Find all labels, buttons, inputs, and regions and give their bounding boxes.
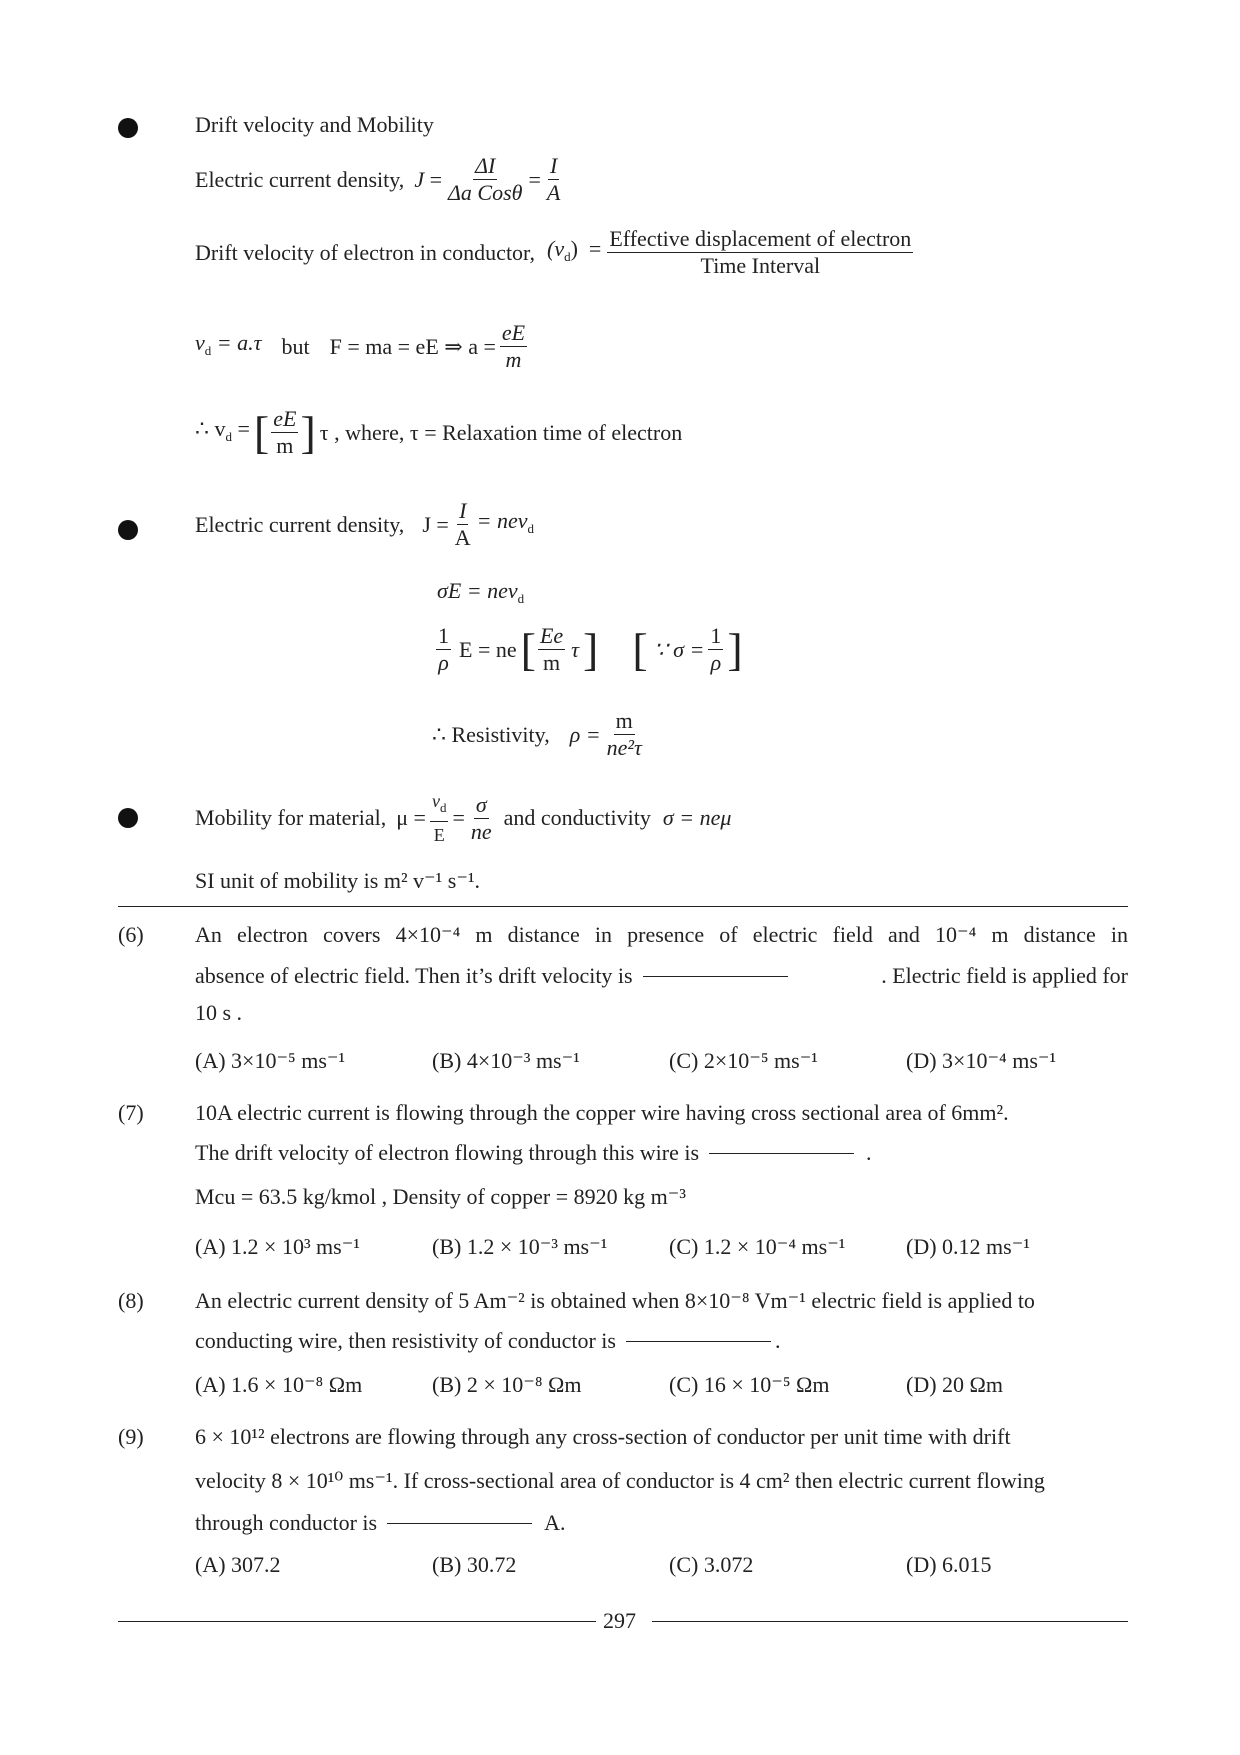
relaxation-time-text: τ , where, τ = Relaxation time of electron bbox=[319, 419, 683, 445]
footer-rule-left bbox=[118, 1621, 596, 1622]
si-unit-text: SI unit of mobility is m² v⁻¹ s⁻¹. bbox=[195, 868, 481, 893]
option-a[interactable]: (A) 3×10⁻⁵ ms⁻¹ bbox=[195, 1048, 346, 1073]
vd-acceleration-formula: $v_d = a.\tau$ but F = ma = eE ⇒ a = $\frac{eE}{m}$ bbox=[195, 320, 526, 372]
mobility-formula: Mobility for material, μ = $\frac{v_d}{E}$ = $\frac{\sigma}{ne}$ and conductivity σ = neμ bbox=[195, 791, 732, 845]
fraction-I-A: $\frac{I}{A}$ bbox=[546, 153, 561, 205]
bullet-icon bbox=[118, 808, 138, 828]
option-b[interactable]: (B) 4×10⁻³ ms⁻¹ bbox=[432, 1048, 580, 1073]
option-d[interactable]: (D) 3×10⁻⁴ ms⁻¹ bbox=[906, 1048, 1057, 1073]
drift-velocity-formula: Drift velocity of electron in conductor, $(v_d)$ = $\frac{\text{Effective displacement of electron}}{\text{Time Interval}}$ bbox=[195, 226, 912, 278]
question-text-line: Mcu = 63.5 kg/kmol , Density of copper = 8920 kg m⁻³ bbox=[195, 1184, 686, 1209]
answer-blank bbox=[626, 1341, 771, 1342]
question-text-line: 10A electric current is flowing through the copper wire having cross sectional area of 6mm². bbox=[195, 1100, 1009, 1125]
sigma-e-formula: σE = nev$_d$ bbox=[437, 578, 525, 606]
question-number: (6) bbox=[118, 922, 144, 947]
option-a[interactable]: (A) 1.6 × 10⁻⁸ Ωm bbox=[195, 1372, 363, 1397]
question-text-line: An electron covers 4×10⁻⁴ m distance in presence of electric field and 10⁻⁴ m distance in bbox=[195, 922, 1128, 947]
fraction-eE-m: $\frac{eE}{m}$ bbox=[501, 320, 526, 372]
option-c[interactable]: (C) 3.072 bbox=[669, 1552, 754, 1577]
bullet-icon bbox=[118, 520, 138, 540]
question-text-line: absence of electric field. Then it’s drift velocity is . Electric field is applied for bbox=[195, 963, 1128, 988]
option-a[interactable]: (A) 307.2 bbox=[195, 1552, 281, 1577]
option-b[interactable]: (B) 1.2 × 10⁻³ ms⁻¹ bbox=[432, 1234, 608, 1259]
option-b[interactable]: (B) 30.72 bbox=[432, 1552, 517, 1577]
current-density-formula: Electric current density, J = $\frac{\Delta I}{\text{Δa Cosθ}}$ = $\frac{I}{A}$ bbox=[195, 153, 561, 205]
option-c[interactable]: (C) 2×10⁻⁵ ms⁻¹ bbox=[669, 1048, 818, 1073]
section-title: Drift velocity and Mobility bbox=[195, 112, 434, 137]
resistivity-formula: ∴ Resistivity, ρ = $\frac{m}{\text{ne²τ}}$ bbox=[432, 708, 642, 760]
page-number: 297 bbox=[603, 1608, 636, 1633]
question-number: (8) bbox=[118, 1288, 144, 1313]
answer-blank bbox=[387, 1523, 532, 1524]
footer-rule-right bbox=[652, 1621, 1128, 1622]
J-symbol: J bbox=[414, 166, 425, 192]
question-text-line: through conductor is A. bbox=[195, 1510, 566, 1535]
option-c[interactable]: (C) 16 × 10⁻⁵ Ωm bbox=[669, 1372, 830, 1397]
question-text-line: 10 s . bbox=[195, 1000, 243, 1025]
fraction-dI-da: $\frac{\Delta I}{\text{Δa Cosθ}}$ bbox=[448, 153, 523, 205]
section-divider bbox=[118, 906, 1128, 907]
question-text-line: 6 × 10¹² electrons are flowing through any cross-section of conductor per unit time with drift bbox=[195, 1424, 1011, 1449]
bullet-icon bbox=[118, 118, 138, 138]
option-d[interactable]: (D) 0.12 ms⁻¹ bbox=[906, 1234, 1030, 1259]
option-d[interactable]: (D) 20 Ωm bbox=[906, 1372, 1004, 1397]
vd-relaxation-formula: ∴ $v_d$ = [ $\frac{eE}{m}$ ] τ , where, τ = Relaxation time of electron bbox=[195, 406, 683, 458]
question-number: (9) bbox=[118, 1424, 144, 1449]
question-number: (7) bbox=[118, 1100, 144, 1125]
option-c[interactable]: (C) 1.2 × 10⁻⁴ ms⁻¹ bbox=[669, 1234, 846, 1259]
drift-velocity-label: Drift velocity of electron in conductor, bbox=[195, 239, 536, 265]
current-density-nev: Electric current density, J = $\frac{I}{A}$ = nev$_d$ bbox=[195, 498, 535, 550]
question-text-line: velocity 8 × 10¹⁰ ms⁻¹. If cross-sectional area of conductor is 4 cm² then electric current flowing bbox=[195, 1468, 1045, 1493]
current-density-label: Electric current density, bbox=[195, 166, 405, 192]
fraction-displacement-time: $\frac{\text{Effective displacement of electron}}{\text{Time Interval}}$ bbox=[609, 226, 912, 278]
option-d[interactable]: (D) 6.015 bbox=[906, 1552, 992, 1577]
answer-blank bbox=[709, 1153, 854, 1154]
one-over-rho-formula: $\frac{1}{\rho}$ E = ne [ $\frac{Ee}{m}$ τ ] [ ∵ σ = $\frac{1}{\rho}$ ] bbox=[438, 623, 743, 675]
option-a[interactable]: (A) 1.2 × 10³ ms⁻¹ bbox=[195, 1234, 360, 1259]
option-b[interactable]: (B) 2 × 10⁻⁸ Ωm bbox=[432, 1372, 582, 1397]
answer-blank bbox=[643, 976, 788, 977]
question-text-line: The drift velocity of electron flowing through this wire is . bbox=[195, 1140, 872, 1165]
question-text-line: An electric current density of 5 Am⁻² is obtained when 8×10⁻⁸ Vm⁻¹ electric field is applied to bbox=[195, 1288, 1035, 1313]
question-text-line: conducting wire, then resistivity of conductor is . bbox=[195, 1328, 781, 1353]
